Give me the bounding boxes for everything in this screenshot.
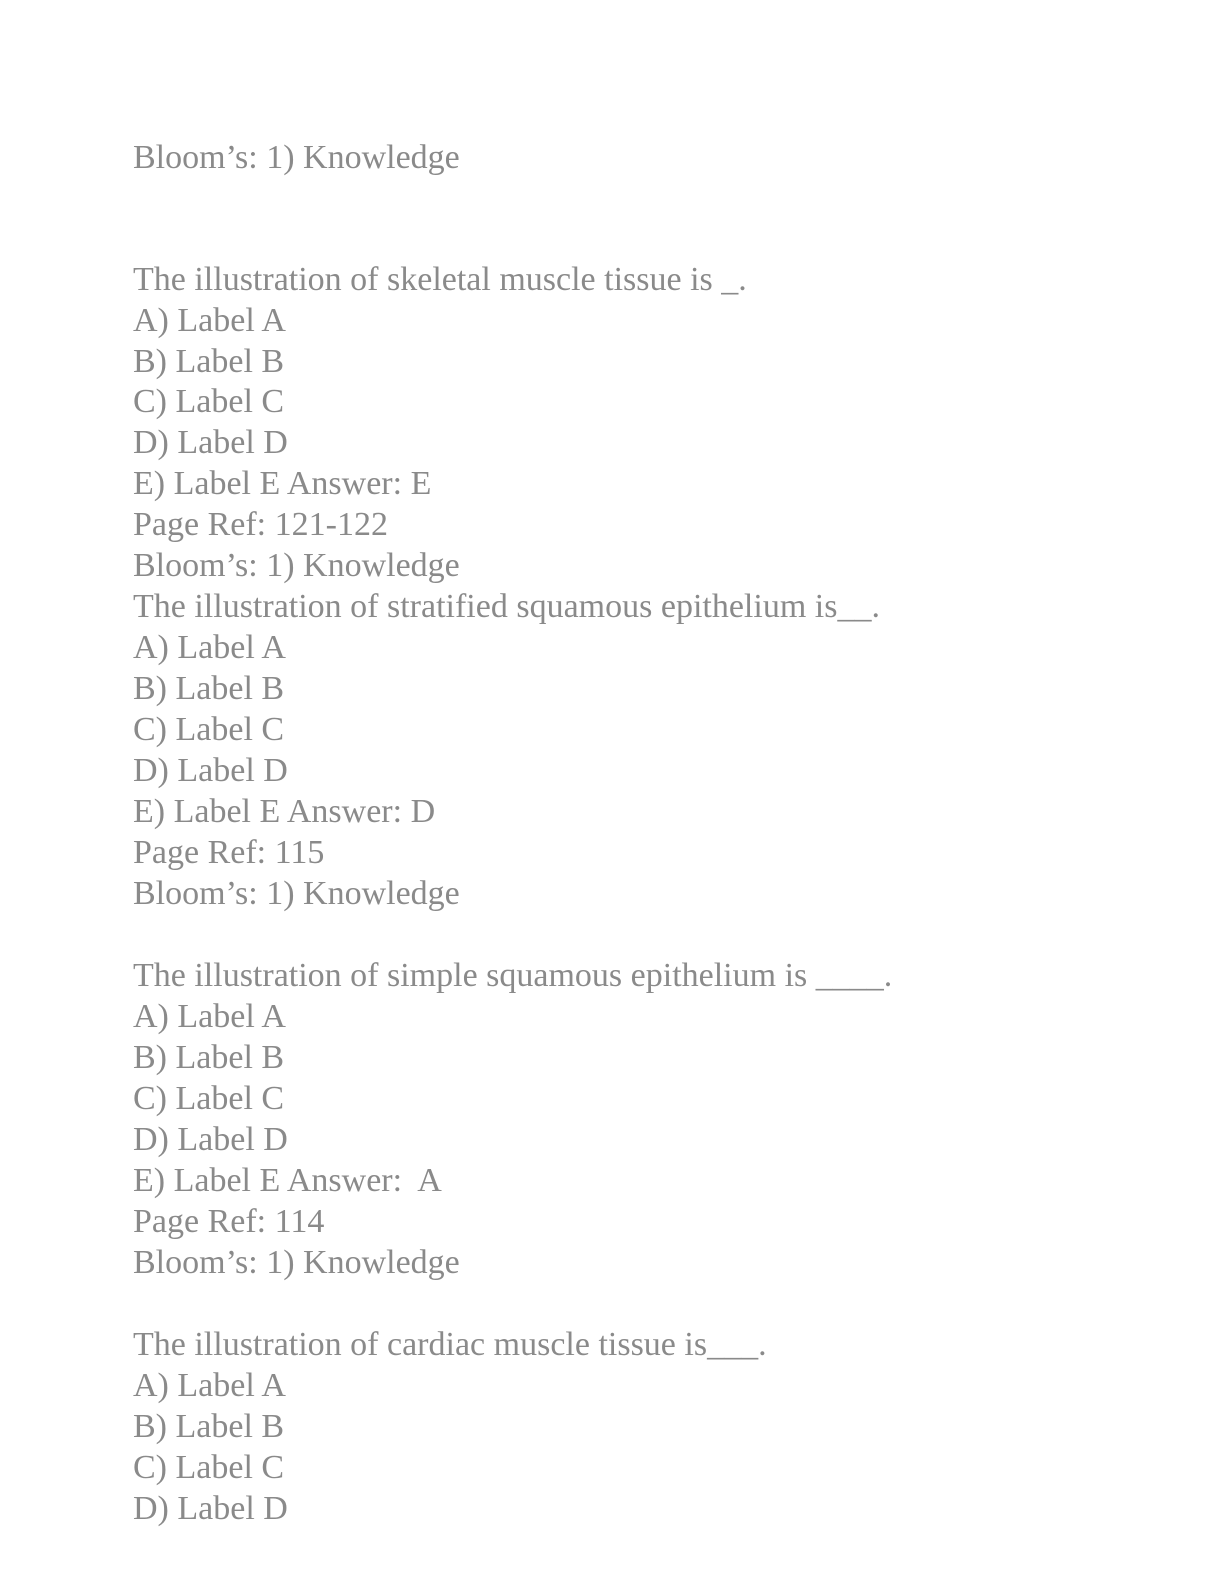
- question-text: The illustration of cardiac muscle tissue is___.: [133, 1326, 767, 1363]
- question-text: The illustration of skeletal muscle tissue is _.: [133, 261, 747, 298]
- option-a: A) Label A: [133, 629, 286, 666]
- option-d: D) Label D: [133, 752, 288, 789]
- option-b: B) Label B: [133, 1408, 285, 1445]
- page-ref: Page Ref: 115: [133, 834, 325, 871]
- option-b: B) Label B: [133, 1039, 285, 1076]
- option-c: C) Label C: [133, 383, 285, 420]
- blooms-line: Bloom’s: 1) Knowledge: [133, 875, 460, 912]
- option-e-answer: E) Label E Answer: D: [133, 793, 436, 830]
- blooms-line: Bloom’s: 1) Knowledge: [133, 139, 460, 176]
- option-a: A) Label A: [133, 302, 286, 339]
- option-e-answer: E) Label E Answer: E: [133, 465, 432, 502]
- option-b: B) Label B: [133, 670, 285, 707]
- option-c: C) Label C: [133, 711, 285, 748]
- option-c: C) Label C: [133, 1449, 285, 1486]
- page-ref: Page Ref: 114: [133, 1203, 325, 1240]
- option-d: D) Label D: [133, 1121, 288, 1158]
- option-d: D) Label D: [133, 424, 288, 461]
- question-text: The illustration of stratified squamous epithelium is__.: [133, 588, 880, 625]
- blooms-line: Bloom’s: 1) Knowledge: [133, 547, 460, 584]
- blooms-line: Bloom’s: 1) Knowledge: [133, 1244, 460, 1281]
- question-text: The illustration of simple squamous epithelium is ____.: [133, 957, 893, 994]
- option-c: C) Label C: [133, 1080, 285, 1117]
- option-a: A) Label A: [133, 1367, 286, 1404]
- option-b: B) Label B: [133, 343, 285, 380]
- page-ref: Page Ref: 121-122: [133, 506, 388, 543]
- option-e-answer: E) Label E Answer: A: [133, 1162, 442, 1199]
- option-d: D) Label D: [133, 1490, 288, 1527]
- option-a: A) Label A: [133, 998, 286, 1035]
